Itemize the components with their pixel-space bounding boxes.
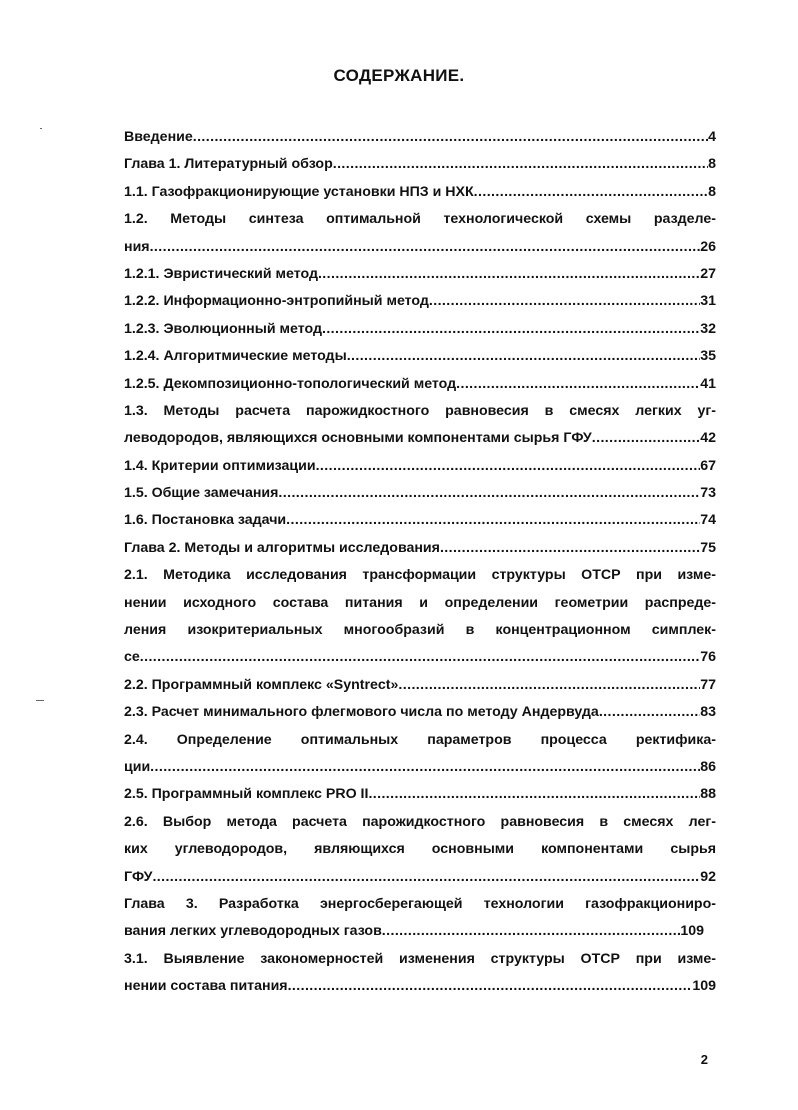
toc-entry-title: 1.2.2. Информационно-энтропийный метод <box>124 293 429 310</box>
scan-mark <box>36 700 44 701</box>
toc-entry-title: ции <box>124 758 151 775</box>
dot-leader <box>140 644 700 671</box>
toc-entry-page: 88 <box>700 786 716 803</box>
toc-entry <box>124 261 716 288</box>
toc-entry <box>124 343 716 370</box>
dot-leader <box>368 781 700 808</box>
toc-entry-title: 1.2.5. Декомпозиционно-топологический метод <box>124 375 457 392</box>
toc-line: Глава 3. Разработка энергосберегающей технологии газофракциониро- <box>124 895 716 912</box>
dot-leader <box>440 535 700 562</box>
toc-entry <box>124 699 716 726</box>
dot-leader <box>333 151 708 178</box>
dot-leader <box>347 343 701 370</box>
toc-entry-page: 74 <box>700 512 716 529</box>
toc-entry-page: 26 <box>700 238 716 255</box>
toc-entry-title: 2.5. Программный комплекс PRO II <box>124 786 369 803</box>
toc-entry <box>124 480 716 507</box>
toc-entry <box>124 316 716 343</box>
toc-entry <box>124 781 716 808</box>
toc-entry-title: Введение <box>124 129 193 145</box>
toc-entry <box>124 672 716 699</box>
toc-entry-page: 32 <box>700 320 716 337</box>
toc-entry <box>124 507 716 534</box>
dot-leader <box>150 234 701 261</box>
toc-entry <box>124 754 716 781</box>
toc-entry-title: се <box>124 649 140 666</box>
toc-entry <box>124 535 716 562</box>
toc-entry-title: нении состава питания <box>124 978 288 995</box>
toc-entry-page: 27 <box>700 265 716 282</box>
dot-leader <box>599 699 700 726</box>
toc-entry <box>124 151 716 178</box>
dot-leader <box>150 754 700 781</box>
toc-line: нении исходного состава питания и определении геометрии распреде- <box>124 594 716 611</box>
toc-entry <box>124 864 716 891</box>
dot-leader <box>278 480 700 507</box>
dot-leader <box>474 179 708 206</box>
dot-leader <box>429 288 700 315</box>
page-title: СОДЕРЖАНИЕ. <box>333 66 465 85</box>
dot-leader <box>318 261 700 288</box>
toc-entry-page: 109 <box>680 923 704 940</box>
dot-leader <box>152 864 700 891</box>
toc-entry-title: 1.6. Постановка задачи <box>124 512 287 529</box>
toc-entry <box>124 124 716 151</box>
toc-entry-page: 8 <box>708 156 716 173</box>
page-number: 2 <box>700 1052 708 1067</box>
dot-leader <box>322 316 700 343</box>
toc-entry <box>124 644 716 671</box>
toc-entry-page: 76 <box>700 649 716 666</box>
dot-leader <box>456 371 700 398</box>
toc-entry-page: 31 <box>700 293 716 310</box>
toc-line: 3.1. Выявление закономерностей изменения структуры ОТСР при изме- <box>124 950 716 967</box>
toc-entry <box>124 179 716 206</box>
toc-entry-title: Глава 2. Методы и алгоритмы исследования <box>124 539 440 556</box>
toc-entry-title: ния <box>124 238 150 255</box>
toc-line: 2.6. Выбор метода расчета парожидкостного равновесия в смесях лег- <box>124 813 716 830</box>
toc-entry-title: вания легких углеводородных газов <box>124 923 382 940</box>
toc-entry-page: 42 <box>700 430 716 447</box>
toc-entry-title: Глава 1. Литературный обзор <box>124 156 333 173</box>
toc-entry-page: 35 <box>700 348 716 365</box>
toc-line: ких углеводородов, являющихся основными компонентами сырья <box>124 841 716 858</box>
toc-entry <box>124 973 716 1000</box>
toc-entry-title: 2.2. Программный комплекс «Syntrect» <box>124 676 399 693</box>
toc-entry <box>124 453 716 480</box>
toc-line: 2.1. Методика исследования трансформации структуры ОТСР при изме- <box>124 567 716 584</box>
dot-leader <box>193 124 708 151</box>
toc-entry-page: 109 <box>692 978 716 995</box>
dot-leader <box>592 425 700 452</box>
toc-entry-page: 75 <box>700 539 716 556</box>
dot-leader <box>398 672 700 699</box>
toc-entry-title: 1.2.1. Эвристический метод <box>124 265 318 282</box>
dot-leader <box>316 453 701 480</box>
scan-mark <box>40 128 42 129</box>
table-of-contents <box>124 124 716 1001</box>
dot-leader <box>382 918 681 945</box>
toc-line: 2.4. Определение оптимальных параметров процесса ректифика- <box>124 731 716 748</box>
toc-entry-page: 86 <box>700 758 716 775</box>
toc-entry-title: 1.4. Критерии оптимизации <box>124 457 316 474</box>
toc-entry-title: 1.2.4. Алгоритмические методы <box>124 348 347 365</box>
toc-entry-title: 1.5. Общие замечания <box>124 485 279 502</box>
toc-entry-title: 1.1. Газофракционирующие установки НПЗ и НХК <box>124 183 474 200</box>
toc-entry-page: 92 <box>700 868 716 885</box>
toc-entry-page: 77 <box>700 676 716 693</box>
dot-leader <box>288 973 693 1000</box>
toc-entry-page: 4 <box>708 129 716 145</box>
toc-entry-page: 67 <box>700 457 716 474</box>
toc-line: ления изокритериальных многообразий в концентрационном симплек- <box>124 622 716 639</box>
toc-entry <box>124 288 716 315</box>
toc-entry-title: ГФУ <box>124 868 153 885</box>
toc-entry <box>124 918 704 945</box>
toc-entry-title: 1.2.3. Эволюционный метод <box>124 320 322 337</box>
dot-leader <box>286 507 700 534</box>
toc-entry-page: 8 <box>708 183 716 200</box>
toc-line: 1.3. Методы расчета парожидкостного равновесия в смесях легких уг- <box>124 402 716 419</box>
toc-entry <box>124 371 716 398</box>
toc-entry-title: 2.3. Расчет минимального флегмового числа по методу Андервуда <box>124 704 599 721</box>
toc-entry <box>124 234 716 261</box>
toc-entry-page: 41 <box>700 375 716 392</box>
toc-entry-page: 83 <box>700 704 716 721</box>
toc-entry <box>124 425 716 452</box>
toc-entry-title: леводородов, являющихся основными компонентами сырья ГФУ <box>124 430 592 447</box>
toc-entry-page: 73 <box>700 485 716 502</box>
toc-line: 1.2. Методы синтеза оптимальной технологической схемы разделе- <box>124 211 716 228</box>
